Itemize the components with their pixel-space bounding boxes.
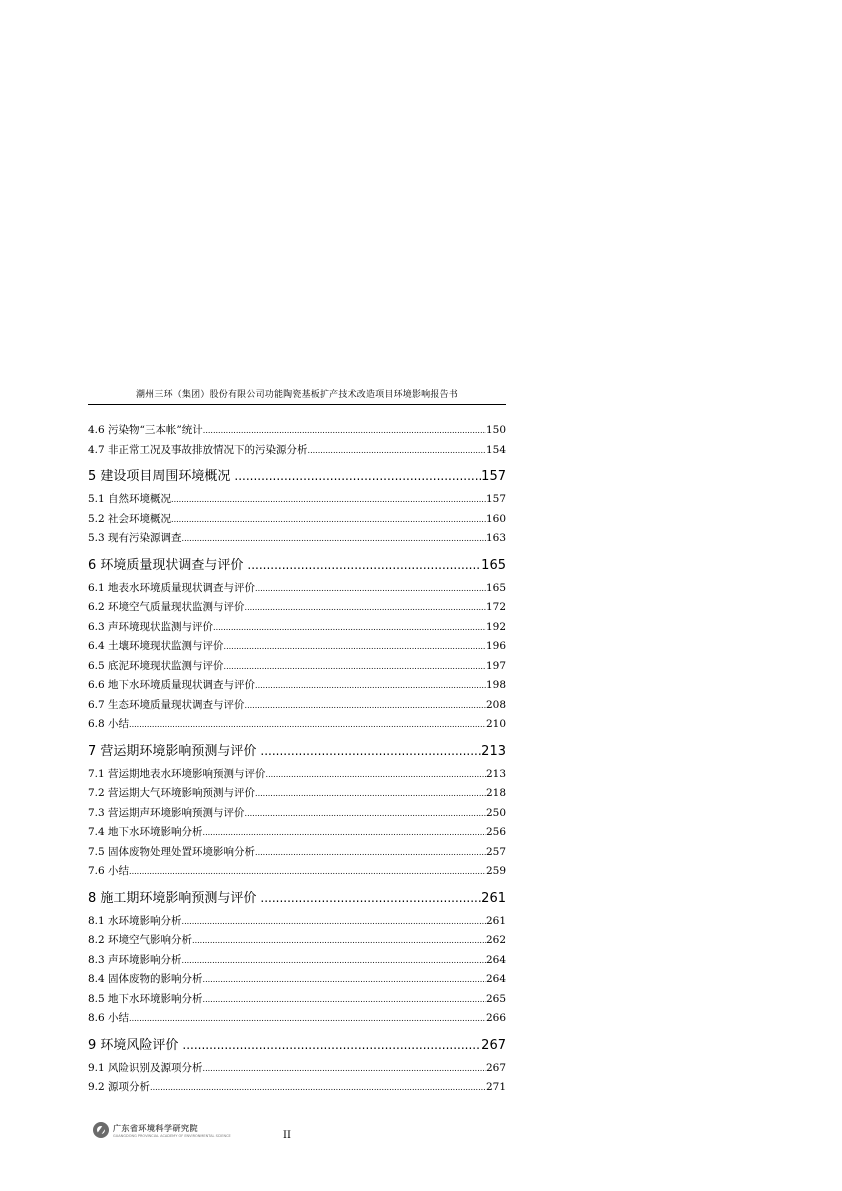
toc-entry-page: 271 <box>485 1081 506 1093</box>
toc-leader-dots <box>203 1059 486 1079</box>
toc-entry-page: 264 <box>485 973 506 985</box>
toc-section-entry[interactable] <box>88 804 506 824</box>
toc-section-entry[interactable] <box>88 912 506 932</box>
logo-english-name: GUANGDONG PROVINCIAL ACADEMY OF ENVIRONMENTAL SCIENCE <box>113 1133 231 1138</box>
toc-entry-title: 7.2 营运期大气环境影响预测与评价 <box>88 787 256 799</box>
toc-entry-page: 192 <box>485 620 506 633</box>
toc-entry-title: 8.6 小结 <box>88 1012 130 1024</box>
toc-entry-page: 267 <box>481 1037 506 1053</box>
toc-entry-title: 6.5 底泥环境现状监测与评价 <box>88 659 224 672</box>
toc-entry-page: 210 <box>485 718 506 730</box>
toc-section-entry[interactable] <box>88 990 506 1010</box>
toc-leader-dots <box>245 696 486 716</box>
toc-leader-dots <box>245 804 486 824</box>
toc-entry-title: 8 施工期环境影响预测与评价 <box>88 890 257 906</box>
toc-leader-dots <box>203 823 486 843</box>
toc-leader-dots <box>203 990 486 1010</box>
toc-section-entry[interactable] <box>88 970 506 990</box>
logo-chinese-name: 广东省环境科学研究院 <box>113 1123 198 1133</box>
toc-leader-dots <box>192 931 486 951</box>
toc-entry-title: 7.4 地下水环境影响分析 <box>88 826 203 838</box>
toc-entry-page: 250 <box>485 806 506 819</box>
toc-section-entry[interactable] <box>88 510 506 530</box>
toc-entry-page: 261 <box>485 914 506 927</box>
toc-entry-title: 9 环境风险评价 <box>88 1037 179 1053</box>
toc-entry-title: 7.3 营运期声环境影响预测与评价 <box>88 806 245 819</box>
toc-entry-title: 7.1 营运期地表水环境影响预测与评价 <box>88 767 266 780</box>
toc-entry-title: 6 环境质量现状调查与评价 <box>88 557 244 573</box>
toc-section-entry[interactable] <box>88 421 506 441</box>
toc-leader-dots <box>224 637 486 657</box>
running-header: 潮州三环（集团）股份有限公司功能陶瓷基板扩产技术改造项目环境影响报告书 <box>88 388 506 405</box>
toc-entry-title: 7.5 固体废物处理处置环境影响分析 <box>88 845 256 858</box>
toc-entry-title: 6.4 土壤环境现状监测与评价 <box>88 640 224 652</box>
toc-chapter-entry[interactable] <box>88 552 506 579</box>
toc-section-entry[interactable] <box>88 1059 506 1079</box>
toc-leader-dots <box>255 784 486 804</box>
toc-entry-page: 262 <box>485 934 506 946</box>
toc-leader-dots <box>182 1032 481 1059</box>
toc-leader-dots <box>182 951 486 971</box>
toc-section-entry[interactable] <box>88 637 506 657</box>
toc-section-entry[interactable] <box>88 931 506 951</box>
toc-leader-dots <box>129 1009 486 1029</box>
toc-entry-page: 160 <box>485 512 506 525</box>
toc-section-entry[interactable] <box>88 823 506 843</box>
institute-logo <box>93 1122 231 1138</box>
toc-leader-dots <box>203 970 486 990</box>
toc-entry-page: 259 <box>485 865 506 877</box>
toc-section-entry[interactable] <box>88 715 506 735</box>
toc-entry-page: 197 <box>485 659 506 672</box>
toc-entry-title: 8.2 环境空气影响分析 <box>88 934 193 946</box>
toc-entry-title: 4.6 污染物“三本帐”统计 <box>88 424 203 436</box>
table-of-contents <box>88 421 506 1098</box>
toc-leader-dots <box>224 657 486 677</box>
page-number: II <box>283 1130 291 1141</box>
toc-leader-dots <box>255 579 486 599</box>
toc-entry-page: 172 <box>485 601 506 613</box>
toc-entry-title: 5.3 现有污染源调查 <box>88 532 182 544</box>
toc-leader-dots <box>129 862 486 882</box>
toc-section-entry[interactable] <box>88 765 506 785</box>
toc-section-entry[interactable] <box>88 784 506 804</box>
toc-leader-dots <box>129 715 486 735</box>
toc-entry-title: 6.7 生态环境质量现状调查与评价 <box>88 698 245 711</box>
toc-entry-page: 261 <box>481 890 506 906</box>
toc-section-entry[interactable] <box>88 676 506 696</box>
toc-entry-page: 198 <box>485 679 506 691</box>
toc-entry-page: 265 <box>485 992 506 1005</box>
toc-entry-title: 7 营运期环境影响预测与评价 <box>88 743 257 759</box>
toc-leader-dots <box>234 463 481 490</box>
toc-entry-page: 150 <box>485 424 506 436</box>
toc-entry-title: 6.8 小结 <box>88 718 130 730</box>
toc-entry-page: 257 <box>485 845 506 858</box>
institute-logo-icon <box>93 1122 109 1138</box>
toc-leader-dots <box>255 676 486 696</box>
toc-entry-page: 267 <box>485 1061 506 1074</box>
toc-entry-title: 9.1 风险识别及源项分析 <box>88 1061 203 1074</box>
toc-entry-title: 6.1 地表水环境质量现状调查与评价 <box>88 581 256 594</box>
toc-leader-dots <box>182 912 486 932</box>
toc-section-entry[interactable] <box>88 951 506 971</box>
toc-entry-page: 165 <box>481 557 506 573</box>
toc-chapter-entry[interactable] <box>88 738 506 765</box>
toc-leader-dots <box>203 421 486 441</box>
toc-entry-page: 256 <box>485 826 506 838</box>
toc-leader-dots <box>150 1078 486 1098</box>
toc-entry-page: 163 <box>485 532 506 544</box>
toc-entry-page: 218 <box>485 787 506 799</box>
toc-leader-dots <box>266 765 486 785</box>
toc-leader-dots <box>260 885 481 912</box>
toc-entry-title: 5.1 自然环境概况 <box>88 493 172 505</box>
toc-leader-dots <box>245 598 486 618</box>
toc-entry-page: 157 <box>485 493 506 505</box>
toc-entry-title: 6.3 声环境现状监测与评价 <box>88 620 214 633</box>
toc-leader-dots <box>255 843 486 863</box>
toc-leader-dots <box>247 552 481 579</box>
toc-chapter-entry[interactable] <box>88 463 506 490</box>
toc-entry-page: 264 <box>485 953 506 966</box>
toc-section-entry[interactable] <box>88 1009 506 1029</box>
toc-leader-dots <box>182 529 486 549</box>
toc-section-entry[interactable] <box>88 441 506 461</box>
toc-section-entry[interactable] <box>88 862 506 882</box>
toc-section-entry[interactable] <box>88 490 506 510</box>
toc-entry-page: 165 <box>485 581 506 594</box>
toc-entry-title: 8.3 声环境影响分析 <box>88 953 182 966</box>
toc-entry-title: 8.5 地下水环境影响分析 <box>88 992 203 1005</box>
toc-section-entry[interactable] <box>88 1078 506 1098</box>
toc-entry-page: 196 <box>485 640 506 652</box>
toc-chapter-entry[interactable] <box>88 1032 506 1059</box>
toc-entry-page: 213 <box>481 743 506 759</box>
toc-entry-title: 8.1 水环境影响分析 <box>88 914 182 927</box>
toc-section-entry[interactable] <box>88 598 506 618</box>
toc-section-entry[interactable] <box>88 696 506 716</box>
toc-entry-page: 208 <box>485 698 506 711</box>
toc-leader-dots <box>171 510 486 530</box>
toc-leader-dots <box>308 441 486 461</box>
toc-entry-page: 266 <box>485 1012 506 1024</box>
toc-entry-title: 5 建设项目周围环境概况 <box>88 469 231 484</box>
toc-entry-page: 213 <box>485 767 506 780</box>
toc-entry-page: 154 <box>485 443 506 456</box>
toc-section-entry[interactable] <box>88 618 506 638</box>
toc-leader-dots <box>171 490 486 510</box>
toc-leader-dots <box>260 738 481 765</box>
toc-entry-title: 6.2 环境空气质量现状监测与评价 <box>88 601 245 613</box>
toc-section-entry[interactable] <box>88 843 506 863</box>
toc-section-entry[interactable] <box>88 579 506 599</box>
toc-entry-title: 4.7 非正常工况及事故排放情况下的污染源分析 <box>88 443 308 456</box>
toc-entry-title: 9.2 源项分析 <box>88 1081 151 1093</box>
toc-leader-dots <box>213 618 486 638</box>
toc-chapter-entry[interactable] <box>88 885 506 912</box>
toc-entry-title: 5.2 社会环境概况 <box>88 512 172 525</box>
toc-section-entry[interactable] <box>88 529 506 549</box>
toc-entry-page: 157 <box>481 469 506 484</box>
toc-entry-title: 7.6 小结 <box>88 865 130 877</box>
toc-section-entry[interactable] <box>88 657 506 677</box>
toc-entry-title: 6.6 地下水环境质量现状调查与评价 <box>88 679 256 691</box>
toc-entry-title: 8.4 固体废物的影响分析 <box>88 973 203 985</box>
